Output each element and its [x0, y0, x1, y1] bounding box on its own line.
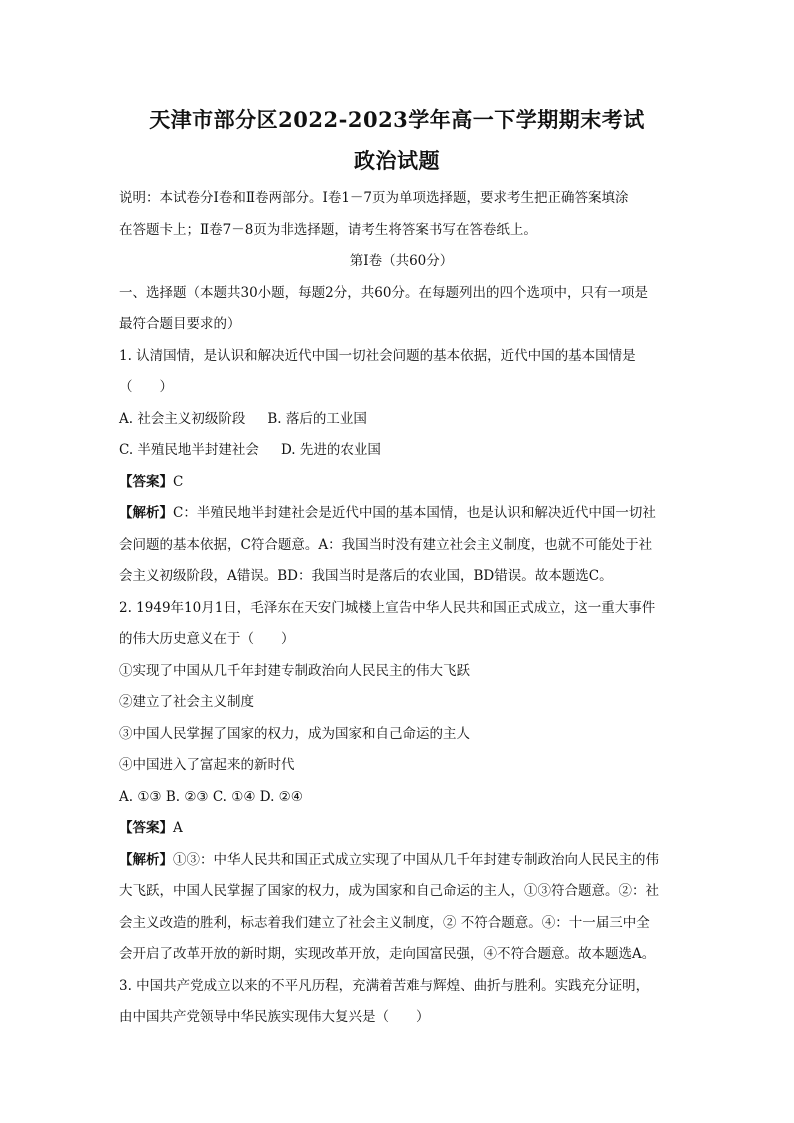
question-2-options: A. ①③ B. ②③ C. ①④ D. ②④ [119, 788, 303, 805]
answer-value: C [173, 473, 184, 490]
question-2-item: ①实现了中国从几千年封建专制政治向人民民主的伟大飞跃 [119, 662, 470, 679]
exam-title: 天津市部分区2022-2023学年高一下学期期末考试 [149, 107, 645, 132]
question-2-analysis: 会开启了改革开放的新时期，实现改革开放，走向国富民强，④不符合题意。故本题选A。 [119, 946, 656, 962]
question-1-options-row [119, 435, 684, 467]
exam-subject: 政治试题 [354, 148, 440, 173]
question-3-stem: 由中国共产党领导中华民族实现伟大复兴是（ ） [119, 1009, 430, 1025]
option-c: C. 半殖民地半封建社会 [119, 442, 259, 458]
question-1-stem: （ ） [119, 379, 173, 395]
instructions-line: 在答题卡上；Ⅱ卷7－8页为非选择题，请考生将答案书写在答卷纸上。 [119, 221, 537, 238]
question-2-item: ③中国人民掌握了国家的权力，成为国家和自己命运的主人 [119, 725, 470, 742]
question-2-item: ④中国进入了富起来的新时代 [119, 757, 295, 773]
question-1-answer [119, 467, 684, 499]
question-2-stem: 2. 1949年10月1日，毛泽东在天安门城楼上宣告中华人民共和国正式成立，这一重大事件 [119, 599, 656, 616]
analysis-tag: 【解析】 [119, 851, 173, 868]
question-1-options-row [119, 404, 684, 436]
question-1-analysis: 会问题的基本依据，C符合题意。A：我国当时没有建立社会主义制度，也就不可能处于社 [119, 536, 653, 553]
analysis-text: C：半殖民地半封建社会是近代中国的基本国情，也是认识和解决近代中国一切社 [173, 505, 656, 521]
question-1-analysis: 会主义初级阶段，A错误。BD：我国当时是落后的农业国，BD错误。故本题选C。 [119, 568, 613, 584]
option-d: D. 先进的农业国 [280, 442, 381, 458]
analysis-text: ①③：中华人民共和国正式成立实现了中国从几千年封建专制政治向人民民主的伟 [173, 851, 659, 868]
answer-value: A [173, 820, 183, 836]
question-2-stem: 的伟大历史意义在于（ ） [119, 631, 295, 647]
section-description: 最符合题目要求的） [119, 316, 241, 332]
question-2-answer [119, 813, 684, 845]
section-title: 第Ⅰ卷（共60分） [349, 253, 454, 269]
analysis-tag: 【解析】 [119, 505, 173, 521]
exam-content [119, 183, 684, 1034]
question-2-analysis: 大飞跃，中国人民掌握了国家的权力，成为国家和自己命运的主人，①③符合题意。②：社 [119, 883, 659, 899]
question-2-analysis [119, 845, 684, 877]
question-2-analysis: 会主义改造的胜利，标志着我们建立了社会主义制度，② 不符合题意。④：十一届三中全 [119, 914, 650, 931]
option-a: A. 社会主义初级阶段 [119, 410, 246, 427]
question-1-stem: 1. 认清国情，是认识和解决近代中国一切社会问题的基本依据，近代中国的基本国情是 [119, 347, 636, 364]
question-1-analysis [119, 498, 684, 530]
answer-tag: 【答案】 [119, 820, 173, 836]
option-b: B. 落后的工业国 [267, 410, 367, 427]
answer-tag: 【答案】 [119, 473, 173, 490]
instructions-line: 说明：本试卷分Ⅰ卷和Ⅱ卷两部分。Ⅰ卷1－7页为单项选择题，要求考生把正确答案填涂 [119, 190, 629, 206]
question-3-stem: 3. 中国共产党成立以来的不平凡历程，充满着苦难与辉煌、曲折与胜利。实践充分证明， [119, 977, 650, 994]
question-2-item: ②建立了社会主义制度 [119, 694, 254, 710]
section-description: 一、选择题（本题共30小题，每题2分，共60分。在每题列出的四个选项中，只有一项是 [119, 284, 648, 301]
